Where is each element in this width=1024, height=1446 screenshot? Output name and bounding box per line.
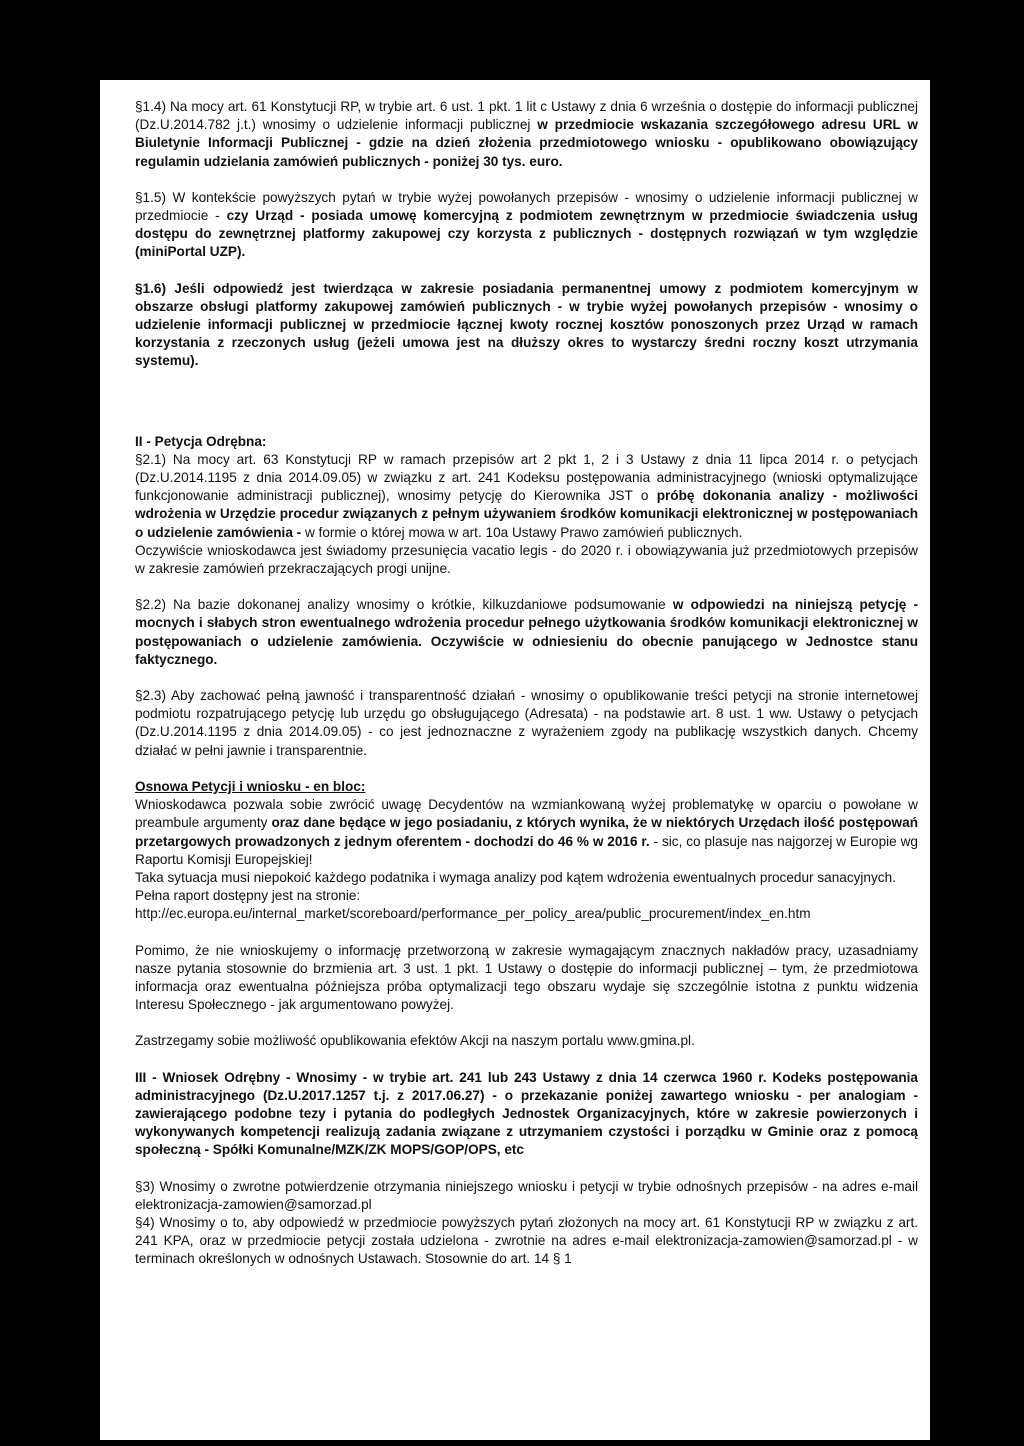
basis-heading: Osnowa Petycji i wniosku - en bloc:	[135, 778, 366, 794]
basis-publication-note: Zastrzegamy sobie możliwość opublikowania efektów Akcji na naszym portalu www.gmina.pl.	[135, 1033, 695, 1049]
basis-report-label: Pełna raport dostępny jest na stronie:	[135, 888, 361, 904]
basis-text-end: - sic, co plasuje nas najgorzej w Europie wg Raportu Komisji Europejskiej!	[135, 833, 918, 867]
paragraph-2-1-note: Oczywiście wnioskodawca jest świadomy przesunięcia vacatio legis - do 2020 r. i obowiązywania już przedmiotowych przepisów w zakresie zamówień przekraczających progi unijne.	[135, 542, 918, 577]
paragraph-4: §4) Wnosimy o to, aby odpowiedź w przedmiocie powyższych pytań złożonych na mocy art. 61 Konstytucji RP w związku z art. 241 KPA, oraz w przedmiocie petycji została udzielona - zwrotnie na adres e-mail elektronizacja-zamowien@samorzad.pl - w terminach określonych w odnośnych Ustawach. Stosownie do art. 14 § 1	[135, 1214, 918, 1267]
paragraph-1-5	[135, 189, 918, 262]
paragraph-1-5-text: §1.5) W kontekście powyższych pytań w trybie wyżej powołanych przepisów - wnosimy o udzielenie informacji publicznej w przedmiocie -	[135, 189, 918, 224]
paragraph-2-2-bold: w odpowiedzi na niniejszą petycję - mocnych i słabych stron ewentualnego wdrożenia procedur pełnego użytkowania środków komunikacji elektronicznej w postępowaniach o udzielenie zamówienia. Oczywiście w odniesieniu do obecnie panującego w Jednostce stanu faktycznego.	[135, 597, 918, 667]
section-3-paragraph: III - Wniosek Odrębny - Wnosimy - w trybie art. 241 lub 243 Ustawy z dnia 14 czerwca 1960 r. Kodeks postępowania administracyjnego (Dz.U.2017.1257 t.j. z 2017.06.27) - o przekazanie poniżej zawartego wniosku - per analogiam - zawierającego podobne tezy i pytania do podległych Jednostek Organizacyjnych, które w zakresie powierzonych i wykonywanych kompetencji realizują zadania związane z utrzymaniem czystości i porządku w Gminie oraz z pomocą społeczną - Spółki Komunalne/MZK/ZK MOPS/GOP/OPS, etc	[135, 1069, 918, 1158]
paragraph-1-4-text: §1.4) Na mocy art. 61 Konstytucji RP, w trybie art. 6 ust. 1 pkt. 1 lit c Ustawy z dnia 6 września o dostępie do informacji publicznej (Dz.U.2014.782 j.t.) wnosimy o udzielenie informacji publicznej	[135, 99, 918, 133]
basis-report-url: http://ec.europa.eu/internal_market/scoreboard/performance_per_policy_area/public_procurement/index_en.htm	[135, 906, 811, 922]
basis-justification: Pomimo, że nie wnioskujemy o informację przetworzoną w zakresie wymagającym znacznych nakładów pracy, uzasadniamy nasze pytania stosownie do brzmienia art. 3 ust. 1 pkt. 1 Ustawy o dostępie do informacji publicznej – tym, że przedmiotowa informacja oraz ewentualna późniejsza próba optymalizacji tego obszaru wydaje się szczególnie istotna z punktu widzenia Interesu Społecznego - jak argumentowano powyżej.	[135, 942, 918, 1013]
paragraph-2-2	[135, 596, 918, 669]
paragraph-2-1-text-end: w formie o której mowa w art. 10a Ustawy Prawo zamówień publicznych.	[301, 524, 743, 540]
basis-text: Wnioskodawca pozwala sobie zwrócić uwagę Decydentów na wzmiankowaną wyżej problematykę w oparciu o powołane w preambule argumenty	[135, 797, 918, 831]
document-body	[135, 98, 918, 1269]
paragraph-1-4-bold: w przedmiocie wskazania szczegółowego adresu URL w Biuletynie Informacji Publicznej - gdzie na dzień złożenia przedmiotowego wniosku - opublikowano obowiązujący regulamin udzielania zamówień publicznych - poniżej 30 tys. euro.	[135, 117, 918, 169]
basis-paragraph	[135, 796, 918, 869]
paragraph-2-3: §2.3) Aby zachować pełną jawność i transparentność działań - wnosimy o opublikowanie treści petycji na stronie internetowej podmiotu rozpatrującego petycję lub urzędu go obsługującego (Adresata) - na podstawie art. 8 ust. 1 ww. Ustawy o petycjach (Dz.U.2014.1195 z dnia 2014.09.05) - co jest jednoznaczne z wyrażeniem zgody na publikację wszystkich danych. Chcemy działać w pełni jawnie i transparentnie.	[135, 688, 918, 758]
basis-concern: Taka sytuacja musi niepokoić każdego podatnika i wymaga analizy pod kątem wdrożenia ewentualnych procedur sanacyjnych.	[135, 869, 896, 885]
paragraph-3: §3) Wnosimy o zwrotne potwierdzenie otrzymania niniejszego wniosku i petycji w trybie odnośnych przepisów - na adres e-mail elektronizacja-zamowien@samorzad.pl	[135, 1178, 918, 1212]
paragraph-2-1	[135, 451, 918, 542]
section-2-heading: II - Petycja Odrębna:	[135, 433, 267, 449]
paragraph-1-5-bold: czy Urząd - posiada umowę komercyjną z podmiotem zewnętrznym w przedmiocie świadczenia usług dostępu do zewnętrznej platformy zakupowej czy korzysta z publicznych - dostępnych rozwiązań w tym względzie (miniPortal UZP).	[135, 208, 918, 260]
paragraph-2-1-bold: próbę dokonania analizy - możliwości wdrożenia w Urzędzie procedur związanych z pełnym używaniem środków komunikacji elektronicznej w postępowaniach o udzielenie zamówienia -	[135, 488, 918, 540]
basis-bold: oraz dane będące w jego posiadaniu, z których wynika, że w niektórych Urzędach ilość postępowań przetargowych prowadzonych z jednym oferentem - dochodzi do 46 % w 2016 r.	[135, 815, 918, 849]
paragraph-1-6: §1.6) Jeśli odpowiedź jest twierdząca w zakresie posiadania permanentnej umowy z podmiotem komercyjnym w obszarze obsługi platformy zakupowej zamówień publicznych - w trybie wyżej powołanych przepisów - wnosimy o udzielenie informacji publicznej w przedmiocie łącznej kwoty rocznej kosztów ponoszonych przez Urząd w ramach korzystania z rzeczonych usług (jeżeli umowa jest na dłuższy okres to wystarczy średni roczny koszt utrzymania systemu).	[135, 280, 918, 369]
paragraph-1-4	[135, 98, 918, 171]
paragraph-2-1-text: §2.1) Na mocy art. 63 Konstytucji RP w ramach przepisów art 2 pkt 1, 2 i 3 Ustawy z dnia 11 lipca 2014 r. o petycjach (Dz.U.2014.1195 z dnia 2014.09.05) w związku z art. 241 Kodeksu postępowania administracyjnego (wnioski optymalizujące funkcjonowanie administracji publicznej), wnosimy petycję do Kierownika JST o	[135, 451, 918, 504]
paragraph-2-2-text: §2.2) Na bazie dokonanej analizy wnosimy o krótkie, kilkuzdaniowe podsumowanie	[135, 597, 673, 613]
